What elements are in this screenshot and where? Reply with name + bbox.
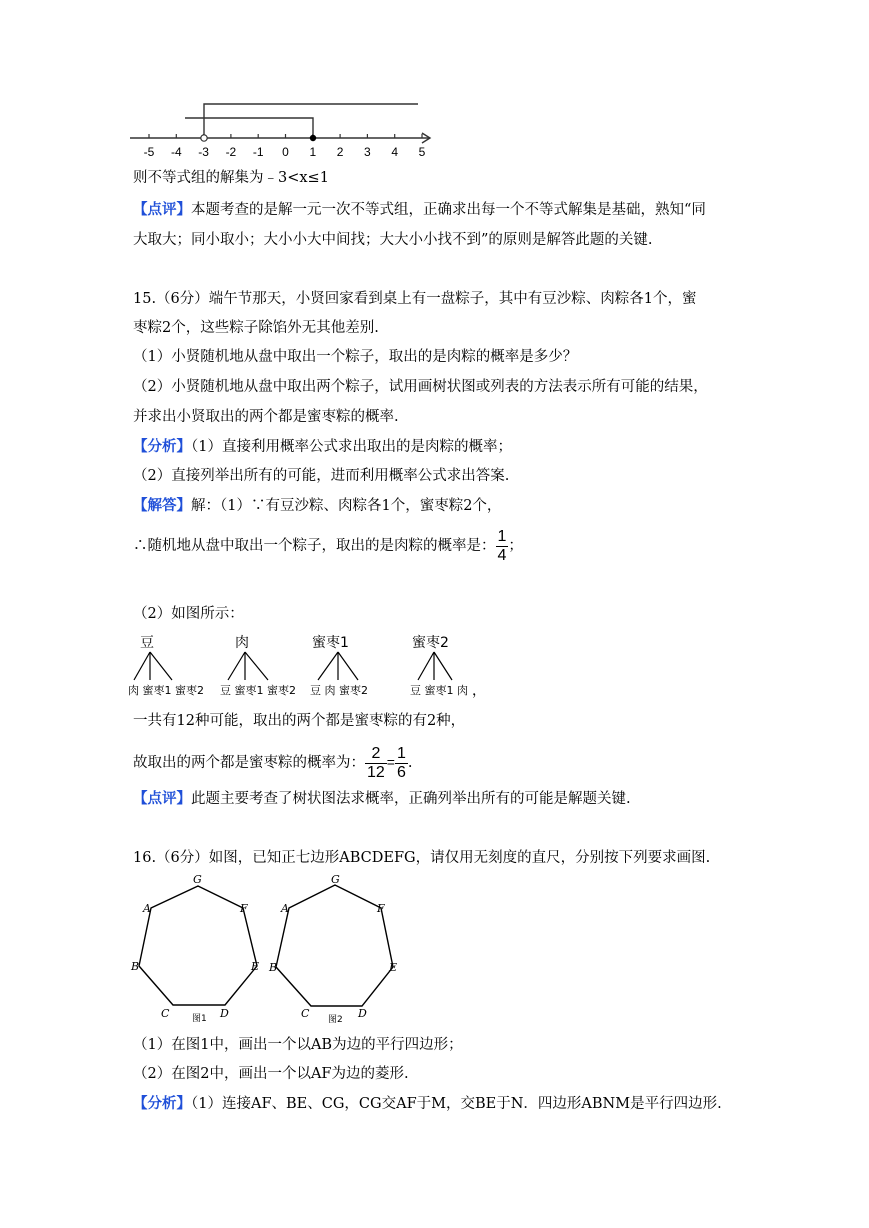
comment-text: 此题主要考查了树状图法求概率，正确列举出所有的可能是解题关键. xyxy=(191,791,631,807)
analysis-3 xyxy=(133,1094,722,1114)
comment-1 xyxy=(133,200,706,220)
q15-line2: 枣粽2个，这些粽子除馅外无其他差别. xyxy=(133,320,379,336)
answer-2-tail: ； xyxy=(508,538,523,554)
analysis-tag: 【分析】 xyxy=(133,1095,191,1112)
tree-root-4: 蜜枣2 xyxy=(412,635,449,651)
fraction-denominator: 12 xyxy=(367,763,385,781)
number-line-figure xyxy=(125,96,435,162)
vertex-label-f: F xyxy=(240,902,248,915)
analysis-1 xyxy=(133,437,512,457)
vertex-label-d: D xyxy=(358,1007,367,1020)
equals-sign: = xyxy=(386,754,395,770)
comment-tag: 【点评】 xyxy=(133,201,191,218)
vertex-label-b: B xyxy=(269,961,278,974)
analysis-text: （1）直接利用概率公式求出取出的是肉粽的概率； xyxy=(191,439,512,455)
vertex-label-e: E xyxy=(251,960,260,973)
vertex-label-g: G xyxy=(193,873,202,886)
tick-label: -1 xyxy=(252,145,264,159)
comment-text: 本题考查的是解一元一次不等式组，正确求出每一个不等式解集是基础，熟知“同 xyxy=(191,202,706,218)
answer-tag: 【解答】 xyxy=(133,497,191,514)
q16-line1: 16.（6分）如图，已知正七边形ABCDEFG，请仅用无刻度的直尺，分别按下列要求画图. xyxy=(133,850,711,866)
fraction-numerator: 2 xyxy=(365,745,387,764)
answer-5 xyxy=(133,740,413,785)
tick-label: 0 xyxy=(282,145,289,159)
vertex-label-b: B xyxy=(131,960,140,973)
fraction-1-6 xyxy=(395,745,408,782)
q16-part2: （2）在图2中，画出一个以AF为边的菱形. xyxy=(133,1066,409,1082)
heptagon-figures xyxy=(125,872,405,1027)
comment-tag: 【点评】 xyxy=(133,790,191,807)
figure-caption-2: 图2 xyxy=(328,1015,343,1025)
tick-label: 4 xyxy=(391,145,399,159)
comment-1-cont: 大取大；同小取小；大小小大中间找；大大小小找不到”的原则是解答此题的关键. xyxy=(133,232,653,248)
closed-point xyxy=(310,135,316,141)
answer-2 xyxy=(133,526,523,566)
heptagon-2 xyxy=(276,885,393,1006)
fraction-denominator: 4 xyxy=(497,546,507,564)
vertex-label-d: D xyxy=(220,1007,229,1020)
vertex-label-f: F xyxy=(377,902,385,915)
analysis-2: （2）直接列举出所有的可能，进而利用概率公式求出答案. xyxy=(133,468,510,484)
analysis-text: （1）连接AF、BE、CG，CG交AF于M，交BE于N．四边形ABNM是平行四边形. xyxy=(191,1096,722,1112)
solution-set: 则不等式组的解集为﹣3<x≤1 xyxy=(133,170,329,186)
tick-label: -4 xyxy=(170,145,182,159)
answer-1 xyxy=(133,496,501,516)
vertex-label-a: A xyxy=(281,902,289,915)
fraction-2-12 xyxy=(365,745,387,782)
open-point xyxy=(201,135,207,141)
q16-part1: （1）在图1中，画出一个以AB为边的平行四边形； xyxy=(133,1037,463,1053)
tick-label: 5 xyxy=(418,145,426,159)
answer-4: 一共有12种可能，取出的两个都是蜜枣粽的有2种， xyxy=(133,713,466,729)
tick-label: 3 xyxy=(364,145,371,159)
tree-leaves-1: 肉 蜜枣1 蜜枣2 xyxy=(128,684,204,697)
tree-leaves-4: 豆 蜜枣1 肉 xyxy=(410,684,468,697)
tick-label: -2 xyxy=(225,145,237,159)
q15-line1: 15.（6分）端午节那天，小贤回家看到桌上有一盘粽子，其中有豆沙粽、肉粽各1个，蜜 xyxy=(133,291,697,307)
q15-part2: （2）小贤随机地从盘中取出两个粽子，试用画树状图或列表的方法表示所有可能的结果， xyxy=(133,379,708,395)
tree-leaves-2: 豆 蜜枣1 蜜枣2 xyxy=(220,684,296,697)
answer-2-text: ∴随机地从盘中取出一个粽子，取出的是肉粽的概率是： xyxy=(133,538,496,554)
vertex-label-a: A xyxy=(143,902,151,915)
tree-diagram xyxy=(128,630,488,700)
tick-label: 2 xyxy=(336,145,344,159)
vertex-label-c: C xyxy=(161,1007,170,1020)
tree-root-2: 肉 xyxy=(235,635,249,651)
tree-leaves-3: 豆 肉 蜜枣2 xyxy=(310,684,368,697)
analysis-tag: 【分析】 xyxy=(133,438,191,455)
tree-trailing-comma: ， xyxy=(472,683,486,699)
answer-5-text: 故取出的两个都是蜜枣粽的概率为： xyxy=(133,755,365,771)
fraction-1-4 xyxy=(496,528,509,565)
answer-3: （2）如图所示： xyxy=(133,606,244,622)
fraction-numerator: 1 xyxy=(396,744,406,762)
tick-label: -3 xyxy=(198,145,209,159)
tree-root-3: 蜜枣1 xyxy=(312,635,349,651)
fraction-numerator: 1 xyxy=(497,527,507,545)
tree-root-1: 豆 xyxy=(140,635,154,651)
vertex-label-c: C xyxy=(301,1007,310,1020)
figure-caption-1: 图1 xyxy=(192,1014,207,1024)
q15-part1: （1）小贤随机地从盘中取出一个粽子，取出的是肉粽的概率是多少？ xyxy=(133,349,578,365)
vertex-label-g: G xyxy=(331,873,340,886)
q15-part2-cont: 并求出小贤取出的两个都是蜜枣粽的概率. xyxy=(133,409,399,425)
comment-2 xyxy=(133,789,631,809)
tick-label: 1 xyxy=(309,145,317,159)
fraction-denominator: 6 xyxy=(396,763,406,781)
vertex-label-e: E xyxy=(389,961,398,974)
answer-text: 解：（1）∵有豆沙粽、肉粽各1个，蜜枣粽2个， xyxy=(191,498,502,514)
answer-5-tail: . xyxy=(407,755,413,771)
tick-label: -5 xyxy=(143,145,155,159)
